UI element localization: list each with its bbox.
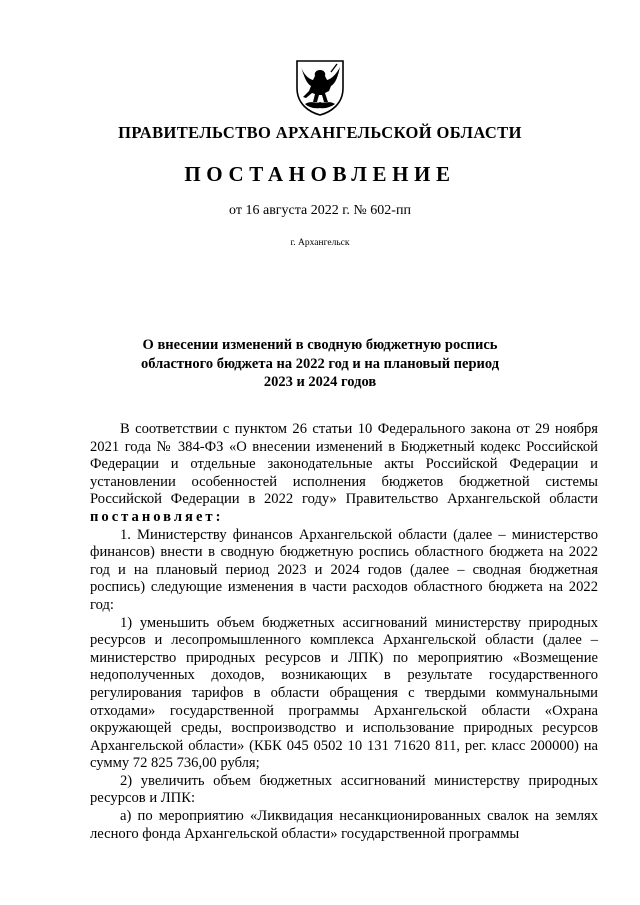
decree-word: постановляет [90, 508, 216, 525]
preamble-paragraph [90, 421, 598, 527]
decree-colon: : [215, 508, 221, 525]
document-date-number: от 16 августа 2022 г. № 602-пп [229, 203, 411, 218]
paragraph-1-2: 2) увеличить объем бюджетных ассигнований министерству природных ресурсов и ЛПК: [90, 772, 598, 807]
paragraph-1: 1. Министерству финансов Архангельской области (далее – министерство финансов) внести в сводную бюджетную роспись областного бюджета на 2022 год и на плановый период 2023 и 2024 годов (далее – сводная бюджетная роспись) следующие изменения в части расходов областного бюджета на 2022 год: [90, 526, 598, 613]
document-city: г. Архангельск [290, 238, 350, 248]
document-type: ПОСТАНОВЛЕНИЕ [184, 162, 456, 186]
paragraph-1-2-a: а) по мероприятию «Ликвидация несанкционированных свалок на землях лесного фонда Архангельской области» государственной программы [90, 808, 598, 842]
document-title [120, 336, 520, 392]
title-line: областного бюджета на 2022 год и на плановый период [140, 355, 500, 372]
coat-of-arms-emblem-icon [291, 58, 349, 116]
title-line: 2023 и 2024 годов [263, 374, 377, 390]
paragraph-1-1: 1) уменьшить объем бюджетных ассигнований министерству природных ресурсов и лесопромышленного комплекса Архангельской области (далее – министерство природных ресурсов и ЛПК) по мероприятию «Возмещение недополученных доходов, возникающих в результате государственного регулирования тарифов в области обращения с твердыми коммунальными отходами» государственной программы Архангельской области «Охрана окружающей среды, воспроизводство и использование природных ресурсов Архангельской области» (КБК 045 0502 10 131 71620 811, рег. класс 200000) на сумму 72 825 736,00 рубля; [90, 614, 598, 772]
organization-name: ПРАВИТЕЛЬСТВО АРХАНГЕЛЬСКОЙ ОБЛАСТИ [118, 123, 522, 142]
preamble-text: В соответствии с пунктом 26 статьи 10 Федерального закона от 29 ноября 2021 года № 384-ФЗ «О внесении изменений в Бюджетный кодекс Российской Федерации и отдельные законодательные акты Российской Федерации и установлении особенностей исполнения бюджетов бюджетной системы Российской Федерации в 2022 году» Правительство Архангельской области [90, 421, 598, 508]
title-line: О внесении изменений в сводную бюджетную роспись [142, 337, 498, 353]
document-body [90, 421, 598, 843]
